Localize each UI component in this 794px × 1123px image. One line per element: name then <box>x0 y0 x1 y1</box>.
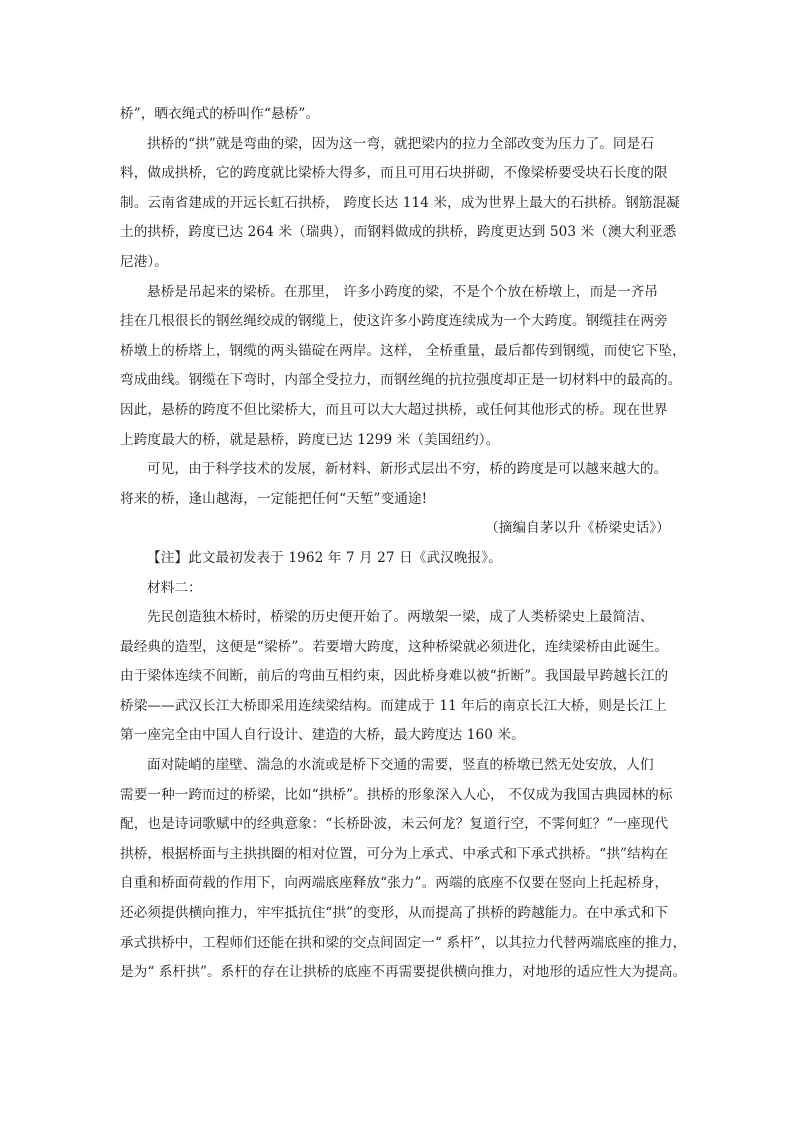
text-line: 挂在几根很长的钢丝绳绞成的钢缆上，使这许多小跨度连续成为一个大跨度。钢缆挂在两旁 <box>120 313 668 330</box>
text-line: 面对陡峭的崖壁、湍急的水流或是桥下交通的需要，竖直的桥墩已然无处安放，人们 <box>147 757 654 774</box>
paragraph-conclusion <box>120 455 680 514</box>
text-line: 上跨度最大的桥，就是悬桥，跨度已达 1299 米（美国纽约）。 <box>120 431 500 448</box>
text-line: 配，也是诗词歌赋中的经典意象：“长桥卧波，未云何龙？复道行空，不霁何虹？”一座现代 <box>120 816 669 833</box>
text-line: 还必须提供横向推力，牢牢抵抗住“拱”的变形，从而提高了拱桥的跨越能力。在中承式和下 <box>120 905 669 922</box>
text-line: 料，做成拱桥，它的跨度就比梁桥大得多，而且可用石块拼砌，不像梁桥要受块石长度的限 <box>120 165 668 182</box>
source-citation: （摘编自茅以升《桥梁史话》） <box>485 520 670 537</box>
text-line: 可见，由于科学技术的发展，新材料、新形式层出不穷，桥的跨度是可以越来越大的。 <box>147 461 668 478</box>
text-line: 需要一种一跨而过的桥梁，比如“拱桥”。拱桥的形象深入人心， 不仅成为我国古典园林的标 <box>120 786 673 803</box>
text-line: 尼港）。 <box>120 253 168 270</box>
text-line: 因此，悬桥的跨度不但比梁桥大，而且可以大大超过拱桥，或任何其他形式的桥。现在世界 <box>120 401 668 418</box>
paragraph-arch-bridge <box>120 130 680 278</box>
text-line: 桥墩上的桥塔上，钢缆的两头锚碇在两岸。这样， 全桥重量，最后都传到钢缆，而使它下坠， <box>120 342 686 359</box>
text-line: 由于梁体连续不间断，前后的弯曲互相约束，因此桥身难以被“折断”。我国最早跨越长江的 <box>120 668 669 685</box>
text-line: 桥”，晒衣绳式的桥叫作“悬桥”。 <box>120 106 320 122</box>
text-line: 悬桥是吊起来的梁桥。在那里， 许多小跨度的梁，不是个个放在桥墩上，而是一齐吊 <box>147 283 659 300</box>
paragraph-continuation <box>120 100 680 130</box>
text-line: 自重和桥面荷载的作用下，向两端底座释放“张力”。两端的底座不仅要在竖向上托起桥身， <box>120 875 669 892</box>
paragraph-modern-arch-bridge <box>120 751 687 988</box>
paragraph-suspension-bridge <box>120 278 686 456</box>
text-line: 制。云南省建成的开远长虹石拱桥， 跨度长达 114 米，成为世界上最大的石拱桥。钢筋混凝 <box>120 194 680 211</box>
paragraph-beam-bridge <box>120 603 680 751</box>
text-line: 弯成曲线。钢缆在下弯时，内部全受拉力，而钢丝绳的抗拉强度却正是一切材料中的最高的。 <box>120 372 682 389</box>
text-line: 拱桥的“拱”就是弯曲的梁，因为这一弯，就把梁内的拉力全部改变为压力了。同是石 <box>147 135 655 152</box>
text-line: 第一座完全由中国人自行设计、建造的大桥，最大跨度达 160 米。 <box>120 727 525 744</box>
section-heading-material-2: 材料二： <box>147 579 202 596</box>
text-line: 土的拱桥，跨度已达 264 米（瑞典），而钢料做成的拱桥，跨度更达到 503 米（澳大利亚悉 <box>120 224 677 241</box>
text-line: 将来的桥，逢山越海，一定能把任何“天堑”变通途! <box>120 490 428 507</box>
text-line: 承式拱桥中，工程师们还能在拱和梁的交点间固定一“ 系杆”，以其拉力代替两端底座的推力， <box>120 934 687 951</box>
text-line: 桥梁——武汉长江大桥即采用连续梁结构。而建成于 11 年后的南京长江大桥，则是长江上 <box>120 697 667 714</box>
text-line: 最经典的造型，这便是“梁桥”。若要增大跨度，这种桥梁就必须进化，连续梁桥由此诞生。 <box>120 638 669 655</box>
text-line: 是为“ 系杆拱”。系杆的存在让拱桥的底座不再需要提供横向推力，对地形的适应性大为提高。 <box>120 964 687 981</box>
footnote: 【注】此文最初发表于 1962 年 7 月 27 日《武汉晚报》。 <box>147 549 502 566</box>
text-line: 拱桥，根据桥面与主拱拱圈的相对位置，可分为上承式、中承式和下承式拱桥。“拱”结构在 <box>120 845 669 862</box>
document-page <box>120 100 687 988</box>
text-line: 先民创造独木桥时，桥梁的历史便开始了。两墩架一梁，成了人类桥梁史上最简洁、 <box>147 609 654 626</box>
